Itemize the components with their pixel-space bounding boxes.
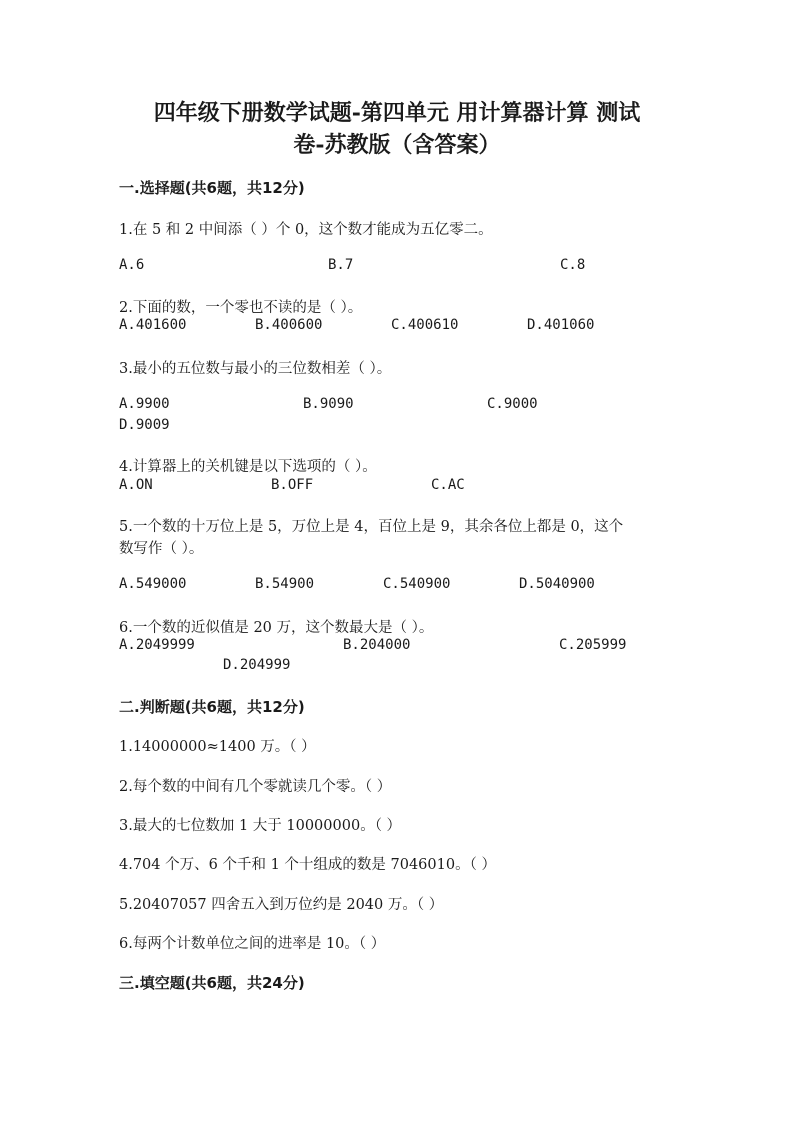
choice-question-5-line-2: 数写作（ ）。 bbox=[119, 541, 204, 557]
choice-q2-option-b: B.400600 bbox=[255, 317, 323, 333]
choice-question-4: 4.计算器上的关机键是以下选项的（ ）。 bbox=[119, 459, 377, 475]
page-title-line-2: 卷-苏教版（含答案） bbox=[293, 132, 501, 158]
choice-question-3: 3.最小的五位数与最小的三位数相差（ ）。 bbox=[119, 361, 392, 377]
choice-q3-option-a: A.9900 bbox=[119, 396, 170, 412]
choice-q6-option-a: A.2049999 bbox=[119, 637, 195, 653]
choice-question-2: 2.下面的数，一个零也不读的是（ ）。 bbox=[119, 300, 363, 316]
choice-q6-option-c: C.205999 bbox=[559, 637, 627, 653]
judgment-question-6: 6.每两个计数单位之间的进率是 10。（ ） bbox=[119, 936, 386, 952]
choice-q4-option-c: C.AC bbox=[431, 477, 465, 493]
judgment-question-2: 2.每个数的中间有几个零就读几个零。（ ） bbox=[119, 779, 392, 795]
choice-q5-option-c: C.540900 bbox=[383, 576, 451, 592]
section-heading-fill-blank: 三.填空题(共6题，共24分) bbox=[119, 974, 305, 992]
choice-q6-option-d: D.204999 bbox=[223, 657, 291, 673]
choice-q3-option-d: D.9009 bbox=[119, 417, 170, 433]
judgment-question-5: 5.20407057 四舍五入到万位约是 2040 万。（ ） bbox=[119, 897, 444, 913]
choice-question-1: 1.在 5 和 2 中间添（ ）个 0，这个数才能成为五亿零二。 bbox=[119, 222, 493, 238]
choice-q1-option-c: C.8 bbox=[560, 257, 586, 273]
section-heading-judgment: 二.判断题(共6题，共12分) bbox=[119, 698, 305, 716]
judgment-question-3: 3.最大的七位数加 1 大于 10000000。（ ） bbox=[119, 818, 402, 834]
judgment-question-4: 4.704 个万、6 个千和 1 个十组成的数是 7046010。（ ） bbox=[119, 857, 496, 873]
choice-q6-option-b: B.204000 bbox=[343, 637, 411, 653]
choice-q1-option-a: A.6 bbox=[119, 257, 145, 273]
choice-q5-option-a: A.549000 bbox=[119, 576, 187, 592]
judgment-question-1: 1.14000000≈1400 万。（ ） bbox=[119, 739, 316, 755]
choice-q5-option-b: B.54900 bbox=[255, 576, 315, 592]
section-heading-choice: 一.选择题(共6题，共12分) bbox=[119, 179, 305, 197]
choice-question-6: 6.一个数的近似值是 20 万，这个数最大是（ ）。 bbox=[119, 620, 434, 636]
choice-q2-option-c: C.400610 bbox=[391, 317, 459, 333]
choice-q4-option-b: B.OFF bbox=[271, 477, 314, 493]
choice-q1-option-b: B.7 bbox=[328, 257, 354, 273]
choice-q3-option-b: B.9090 bbox=[303, 396, 354, 412]
choice-q5-option-d: D.5040900 bbox=[519, 576, 595, 592]
choice-q3-option-c: C.9000 bbox=[487, 396, 538, 412]
choice-q2-option-d: D.401060 bbox=[527, 317, 595, 333]
choice-question-5-line-1: 5.一个数的十万位上是 5，万位上是 4，百位上是 9，其余各位上都是 0，这个 bbox=[119, 519, 624, 535]
choice-q4-option-a: A.ON bbox=[119, 477, 153, 493]
choice-q2-option-a: A.401600 bbox=[119, 317, 187, 333]
page-title-line-1: 四年级下册数学试题-第四单元 用计算器计算 测试 bbox=[153, 100, 641, 126]
